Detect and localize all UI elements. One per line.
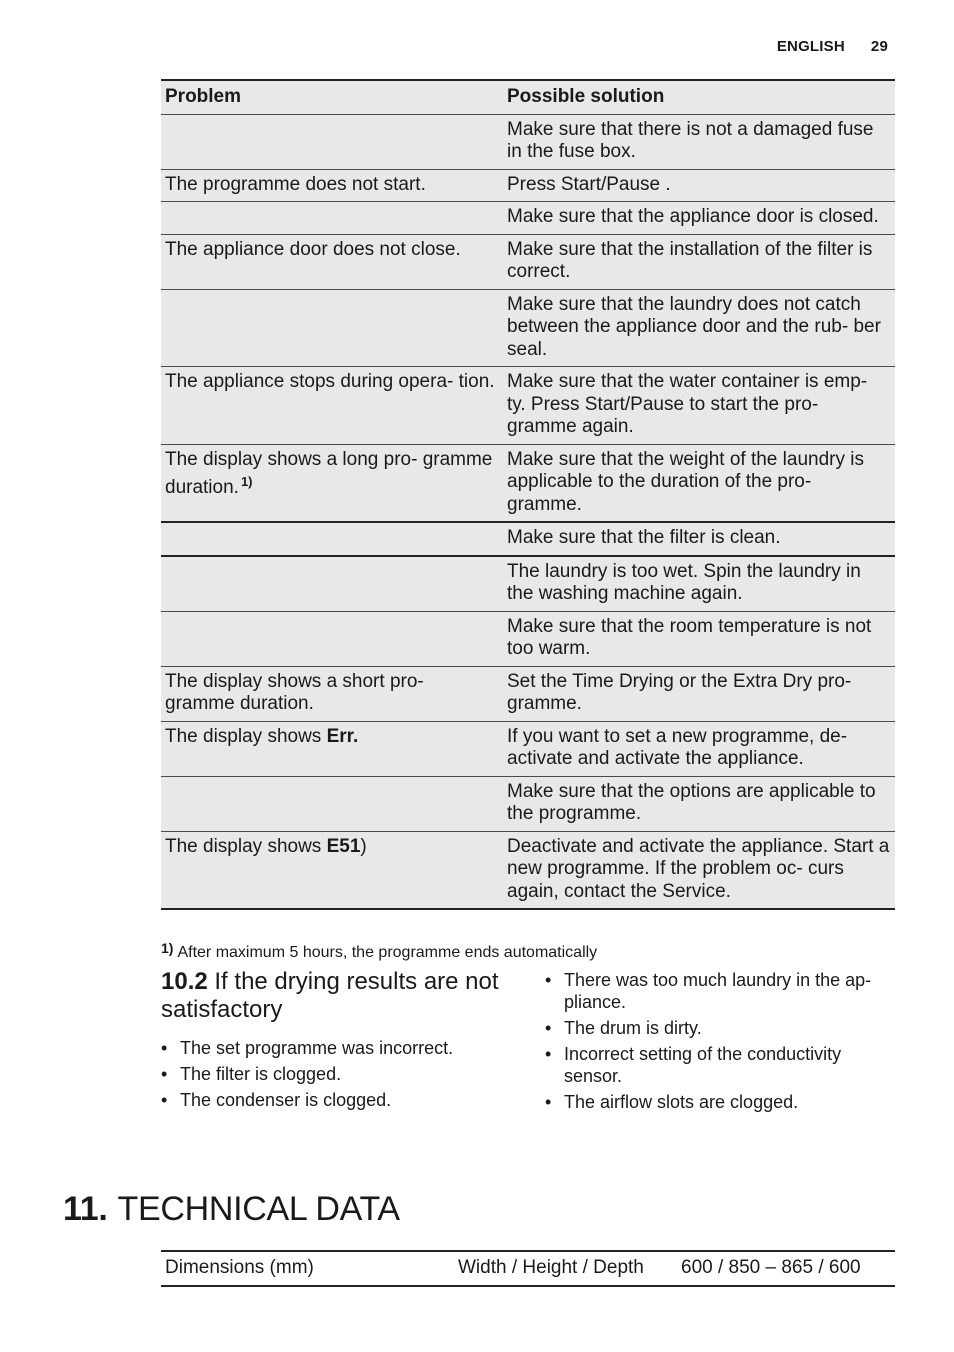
problem-text: The display shows a long pro- gramme duration. xyxy=(165,448,493,498)
problem-cell xyxy=(161,776,499,831)
section-heading-10-2 xyxy=(161,968,531,1024)
table-row xyxy=(161,367,895,445)
table-row xyxy=(161,721,895,776)
problem-cell: The appliance door does not close. xyxy=(161,234,499,289)
list-item: • The filter is clogged. xyxy=(161,1063,521,1085)
causes-list-right xyxy=(545,969,890,1117)
troubleshooting-table xyxy=(161,79,895,910)
problem-cell xyxy=(161,522,499,556)
solution-cell: Press Start/Pause . xyxy=(499,169,895,202)
spec-label: Dimensions (mm) xyxy=(161,1251,454,1286)
column-header-solution: Possible solution xyxy=(499,80,895,114)
problem-cell xyxy=(161,721,499,776)
problem-text: The display shows xyxy=(165,725,327,747)
problem-cell xyxy=(161,611,499,666)
solution-cell: Deactivate and activate the appliance. Start a new programme. If the problem oc- curs again, contact the Service. xyxy=(499,831,895,909)
list-item: • The set programme was incorrect. xyxy=(161,1037,521,1059)
table-row xyxy=(161,202,895,235)
footnote-ref: 1) xyxy=(240,474,253,489)
problem-text: The display shows xyxy=(165,835,327,857)
problem-cell xyxy=(161,114,499,169)
table-row xyxy=(161,114,895,169)
table-row xyxy=(161,831,895,909)
solution-cell: Make sure that the laundry does not catch between the appliance door and the rub- ber seal. xyxy=(499,289,895,367)
error-code: Err. xyxy=(326,725,359,747)
problem-cell xyxy=(161,289,499,367)
spec-parameter: Width / Height / Depth xyxy=(454,1251,677,1286)
problem-cell xyxy=(161,556,499,612)
solution-cell: Make sure that the room temperature is not too warm. xyxy=(499,611,895,666)
solution-cell: The laundry is too wet. Spin the laundry in the washing machine again. xyxy=(499,556,895,612)
solution-cell: Make sure that the weight of the laundry is applicable to the duration of the pro- gramme. xyxy=(499,444,895,522)
table-row xyxy=(161,776,895,831)
solution-cell: Set the Time Drying or the Extra Dry pro- gramme. xyxy=(499,666,895,721)
problem-suffix: ) xyxy=(360,835,367,857)
table-row xyxy=(161,556,895,612)
solution-cell: Make sure that the filter is clean. xyxy=(499,522,895,556)
problem-cell xyxy=(161,831,499,909)
causes-list-left xyxy=(161,1037,521,1115)
problem-cell: The display shows a short pro- gramme duration. xyxy=(161,666,499,721)
table-footnote xyxy=(161,940,597,962)
list-item: • The drum is dirty. xyxy=(545,1017,890,1039)
table-row xyxy=(161,666,895,721)
table-row xyxy=(161,234,895,289)
footnote-text: After maximum 5 hours, the programme ends automatically xyxy=(177,944,598,961)
footnote-mark: 1) xyxy=(161,940,174,956)
problem-cell xyxy=(161,444,499,522)
table-row xyxy=(161,522,895,556)
solution-cell: Make sure that there is not a damaged fuse in the fuse box. xyxy=(499,114,895,169)
solution-cell: Make sure that the options are applicable to the programme. xyxy=(499,776,895,831)
list-item: • There was too much laundry in the ap- pliance. xyxy=(545,969,890,1013)
section-number: 11. xyxy=(63,1190,108,1228)
solution-cell: If you want to set a new programme, de- activate and activate the appliance. xyxy=(499,721,895,776)
list-item: • Incorrect setting of the conductivity sensor. xyxy=(545,1043,890,1087)
table-row xyxy=(161,169,895,202)
solution-cell: Make sure that the water container is emp- ty. Press Start/Pause to start the pro- gramme again. xyxy=(499,367,895,445)
section-heading-11 xyxy=(63,1190,400,1229)
page-header xyxy=(777,38,888,55)
section-title: If the drying results are not satisfactory xyxy=(161,968,499,1023)
error-code: E51 xyxy=(326,835,361,857)
solution-cell: Make sure that the appliance door is closed. xyxy=(499,202,895,235)
table-header-row xyxy=(161,80,895,114)
table-row xyxy=(161,444,895,522)
list-item: • The airflow slots are clogged. xyxy=(545,1091,890,1113)
column-header-problem: Problem xyxy=(161,80,499,114)
table-row xyxy=(161,289,895,367)
section-number: 10.2 xyxy=(161,968,208,995)
problem-cell: The appliance stops during opera- tion. xyxy=(161,367,499,445)
technical-data-table xyxy=(161,1250,895,1287)
page-number: 29 xyxy=(870,38,888,55)
spec-value: 600 / 850 – 865 / 600 xyxy=(677,1251,895,1286)
solution-cell: Make sure that the installation of the filter is correct. xyxy=(499,234,895,289)
list-item: • The condenser is clogged. xyxy=(161,1089,521,1111)
table-row xyxy=(161,1251,895,1286)
section-title: TECHNICAL DATA xyxy=(117,1190,400,1228)
problem-cell: The programme does not start. xyxy=(161,169,499,202)
table-row xyxy=(161,611,895,666)
header-language: ENGLISH xyxy=(776,38,845,55)
problem-cell xyxy=(161,202,499,235)
